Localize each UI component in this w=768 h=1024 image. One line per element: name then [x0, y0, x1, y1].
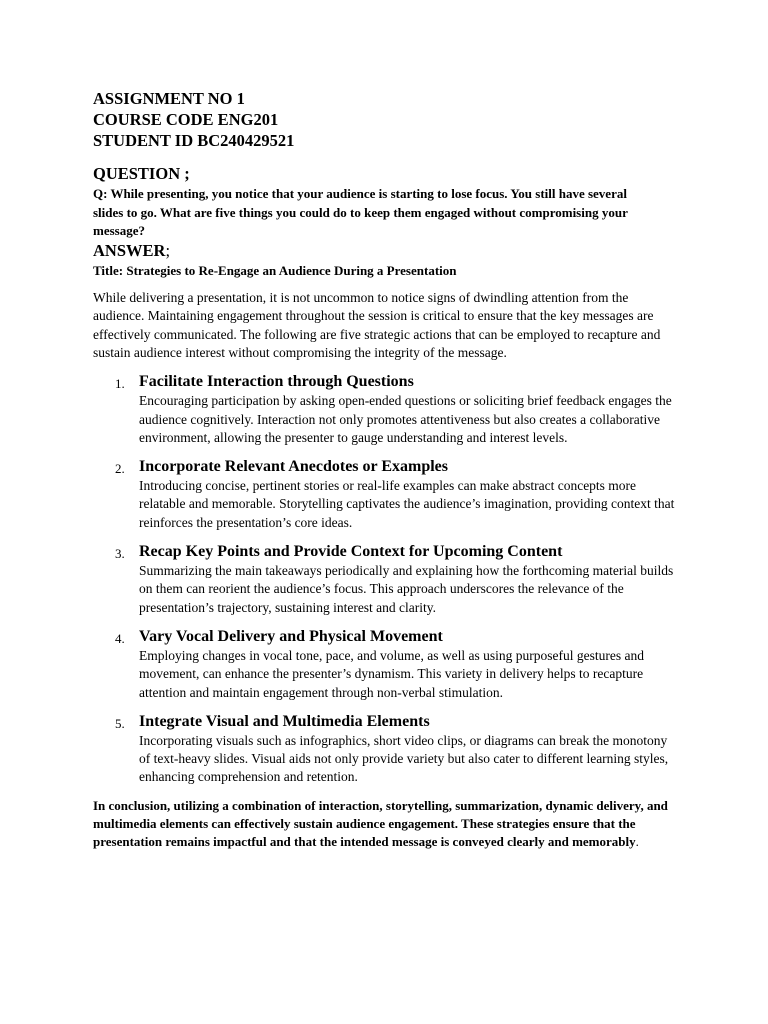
strategy-body: Encouraging participation by asking open-ended questions or soliciting brief feedback engages the audience cognitively. Interaction not only promotes attentiveness but also creates a collaborative environment, allowing the presenter to gauge understanding and interest levels. [139, 393, 672, 445]
strategy-number: 4. [115, 630, 125, 646]
strategy-item [93, 457, 683, 532]
strategy-item [93, 627, 683, 702]
strategy-title: Vary Vocal Delivery and Physical Movement [139, 627, 443, 645]
strategy-title: Recap Key Points and Provide Context for Upcoming Content [139, 543, 563, 561]
student-id: STUDENT ID BC240429521 [93, 131, 295, 150]
strategy-body: Introducing concise, pertinent stories or real-life examples can make abstract concepts more relatable and memorable. Storytelling captivates the audience’s imagination, providing context that reinforces the presentation’s core ideas. [139, 478, 675, 530]
strategy-body: Employing changes in vocal tone, pace, and volume, as well as using purposeful gestures and movement, can enhance the presenter’s dynamism. This variety in delivery helps to recapture attention and maintain engagement through non-verbal stimulation. [139, 647, 644, 700]
strategy-title: Facilitate Interaction through Questions [139, 373, 414, 391]
strategy-title: Integrate Visual and Multimedia Elements [139, 712, 430, 730]
strategy-number: 3. [115, 546, 125, 562]
strategy-number: 5. [115, 715, 125, 731]
assignment-number: ASSIGNMENT NO 1 [93, 89, 245, 108]
question-text: Q: While presenting, you notice that your audience is starting to lose focus. You still have several slides to go. What are five things you could do to keep them engaged without compromising your message? [93, 186, 628, 239]
strategy-item [93, 712, 683, 787]
answer-heading-text: ANSWER [93, 241, 166, 261]
strategy-body: Summarizing the main takeaways periodically and explaining how the forthcoming material builds on them can reorient the audience’s focus. This approach underscores the relevance of the presentation’s trajectory, sustaining interest and clarity. [139, 563, 674, 615]
strategy-item [93, 542, 683, 617]
conclusion-paragraph [93, 797, 668, 852]
strategy-list [93, 372, 683, 786]
strategy-body: Incorporating visuals such as infographics, short video clips, or diagrams can break the monotony of text-heavy slides. Visual aids not only provide variety but also cater to different learning styles, enhancing comprehension and retention. [139, 732, 669, 785]
conclusion-period: . [635, 834, 639, 850]
strategy-title: Incorporate Relevant Anecdotes or Examples [139, 458, 448, 476]
document-page [93, 88, 683, 852]
intro-paragraph: While delivering a presentation, it is not uncommon to notice signs of dwindling attention from the audience. Maintaining engagement throughout the session is critical to ensure that the key messages are effectively communicated. The following are five strategic actions that can be employed to recapture and sustain audience interest without compromising the integrity of the message. [93, 290, 661, 360]
strategy-item [93, 372, 683, 447]
question-heading: QUESTION ; [93, 164, 190, 183]
strategy-number: 1. [115, 376, 125, 392]
answer-heading-suffix: ; [165, 241, 171, 261]
answer-title: Title: Strategies to Re-Engage an Audience During a Presentation [93, 263, 457, 279]
conclusion-text: In conclusion, utilizing a combination of interaction, storytelling, summarization, dynamic delivery, and multimedia elements can effectively sustain audience engagement. These strategies ensure that the presentation remains impactful and that the intended message is conveyed clearly and memorably [93, 797, 668, 850]
strategy-number: 2. [115, 461, 125, 477]
answer-heading [93, 241, 683, 260]
course-code: COURSE CODE ENG201 [93, 110, 279, 129]
